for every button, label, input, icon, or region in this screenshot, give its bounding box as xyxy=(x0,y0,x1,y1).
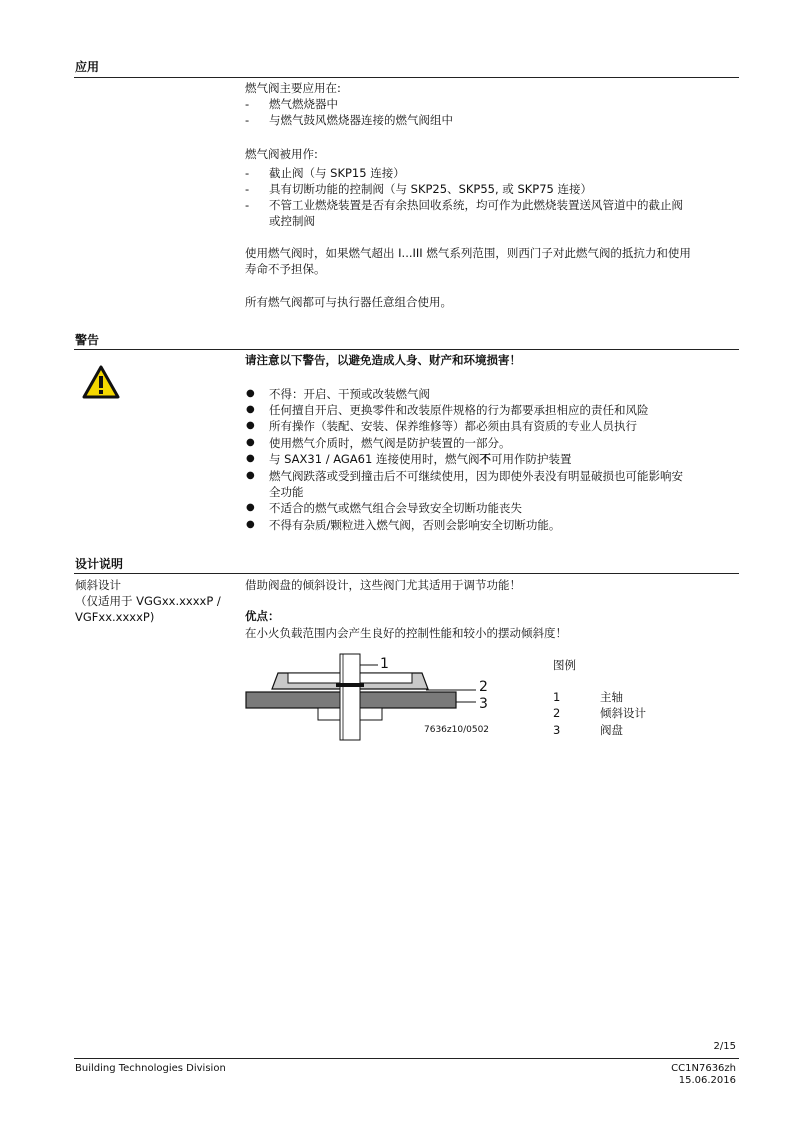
legend-title: 图例 xyxy=(553,658,576,672)
dash-marker: - xyxy=(245,166,250,180)
warning-item-text: 与 SAX31 / AGA61 连接使用时，燃气阀 xyxy=(269,452,480,466)
figure-code: 7636z10/0502 xyxy=(424,725,490,735)
bullet: ● xyxy=(246,470,255,481)
dash-marker: - xyxy=(245,182,250,196)
warning-item-continuation: 全功能 xyxy=(269,485,304,499)
legend-number: 3 xyxy=(553,723,561,737)
legend-number: 2 xyxy=(553,706,561,720)
section-divider xyxy=(74,77,739,78)
advantage-title: 优点： xyxy=(245,609,280,623)
section-divider xyxy=(74,349,739,350)
footer-division: Building Technologies Division xyxy=(75,1063,226,1074)
section-title-application: 应用 xyxy=(75,60,100,74)
figure-label-3: 3 xyxy=(479,696,488,712)
bullet: ● xyxy=(246,502,255,513)
warning-item: 燃气阀跌落或受到撞击后不可继续使用，因为即使外表没有明显破损也可能影响安 xyxy=(269,469,683,483)
section-divider xyxy=(74,573,739,574)
design-description: 借助阀盘的倾斜设计，这些阀门尤其适用于调节功能！ xyxy=(245,578,521,592)
legend-text: 倾斜设计 xyxy=(600,706,646,720)
application-intro-2: 燃气阀被用作: xyxy=(245,147,318,161)
section-title-design: 设计说明 xyxy=(75,557,124,571)
design-left-label-3: VGFxx.xxxxP) xyxy=(75,610,155,624)
dash-marker: - xyxy=(245,97,250,111)
figure-label-1: 1 xyxy=(380,656,389,672)
warning-item: 不得有杂质/颗粒进入燃气阀，否则会影响安全切断功能。 xyxy=(269,518,561,532)
advantage-text: 在小火负载范围内会产生良好的控制性能和较小的摆动倾斜度！ xyxy=(245,626,567,640)
footer-doc-id: CC1N7636zh xyxy=(671,1063,736,1074)
bullet: ● xyxy=(246,420,255,431)
legend-text: 主轴 xyxy=(600,690,623,704)
warning-item: 不得：开启、干预或改装燃气阀 xyxy=(269,387,430,401)
emphasis-not: 不 xyxy=(479,452,491,466)
list-item: 具有切断功能的控制阀（与 SKP25、SKP55, 或 SKP75 连接） xyxy=(269,182,593,196)
bullet: ● xyxy=(246,404,255,415)
application-paragraph: 使用燃气阀时，如果燃气超出 I...III 燃气系列范围，则西门子对此燃气阀的抵抗力和使用 xyxy=(245,246,691,260)
list-item-continuation: 或控制阀 xyxy=(269,214,315,228)
legend-text: 阀盘 xyxy=(600,723,623,737)
warning-item-sax31 xyxy=(269,451,571,467)
warning-item: 任何擅自开启、更换零件和改装原件规格的行为都要承担相应的责任和风险 xyxy=(269,403,649,417)
section-title-warning: 警告 xyxy=(75,333,100,347)
warning-heading: 请注意以下警告，以避免造成人身、财产和环境损害！ xyxy=(245,353,521,367)
application-paragraph-cont: 寿命不予担保。 xyxy=(245,262,326,276)
footer-divider xyxy=(74,1058,739,1059)
list-item: 不管工业燃烧装置是否有余热回收系统，均可作为此燃烧装置送风管道中的截止阀 xyxy=(269,198,683,212)
bullet: ● xyxy=(246,437,255,448)
page-number: 2/15 xyxy=(713,1041,736,1052)
warning-triangle-icon xyxy=(82,365,120,399)
warning-item: 使用燃气介质时，燃气阀是防护装置的一部分。 xyxy=(269,436,511,450)
warning-item: 不适合的燃气或燃气组合会导致安全切断功能丧失 xyxy=(269,501,522,515)
dash-marker: - xyxy=(245,198,250,212)
bullet: ● xyxy=(246,388,255,399)
design-left-label: 倾斜设计 xyxy=(75,578,121,592)
list-item: 截止阀（与 SKP15 连接） xyxy=(269,166,405,180)
warning-item-text: 可用作防护装置 xyxy=(490,452,572,466)
warning-item: 所有操作（装配、安装、保养维修等）都必须由具有资质的专业人员执行 xyxy=(269,419,637,433)
bullet: ● xyxy=(246,453,255,464)
design-left-label-2: （仅适用于 VGGxx.xxxxP / xyxy=(75,594,221,608)
application-intro: 燃气阀主要应用在: xyxy=(245,81,341,95)
footer-date: 15.06.2016 xyxy=(678,1075,736,1086)
legend-number: 1 xyxy=(553,690,561,704)
dash-marker: - xyxy=(245,113,250,127)
bullet: ● xyxy=(246,519,255,530)
figure-label-2: 2 xyxy=(479,679,488,695)
list-item: 燃气燃烧器中 xyxy=(269,97,338,111)
list-item: 与燃气鼓风燃烧器连接的燃气阀组中 xyxy=(269,113,453,127)
application-paragraph-2: 所有燃气阀都可与执行器任意组合使用。 xyxy=(245,295,452,309)
